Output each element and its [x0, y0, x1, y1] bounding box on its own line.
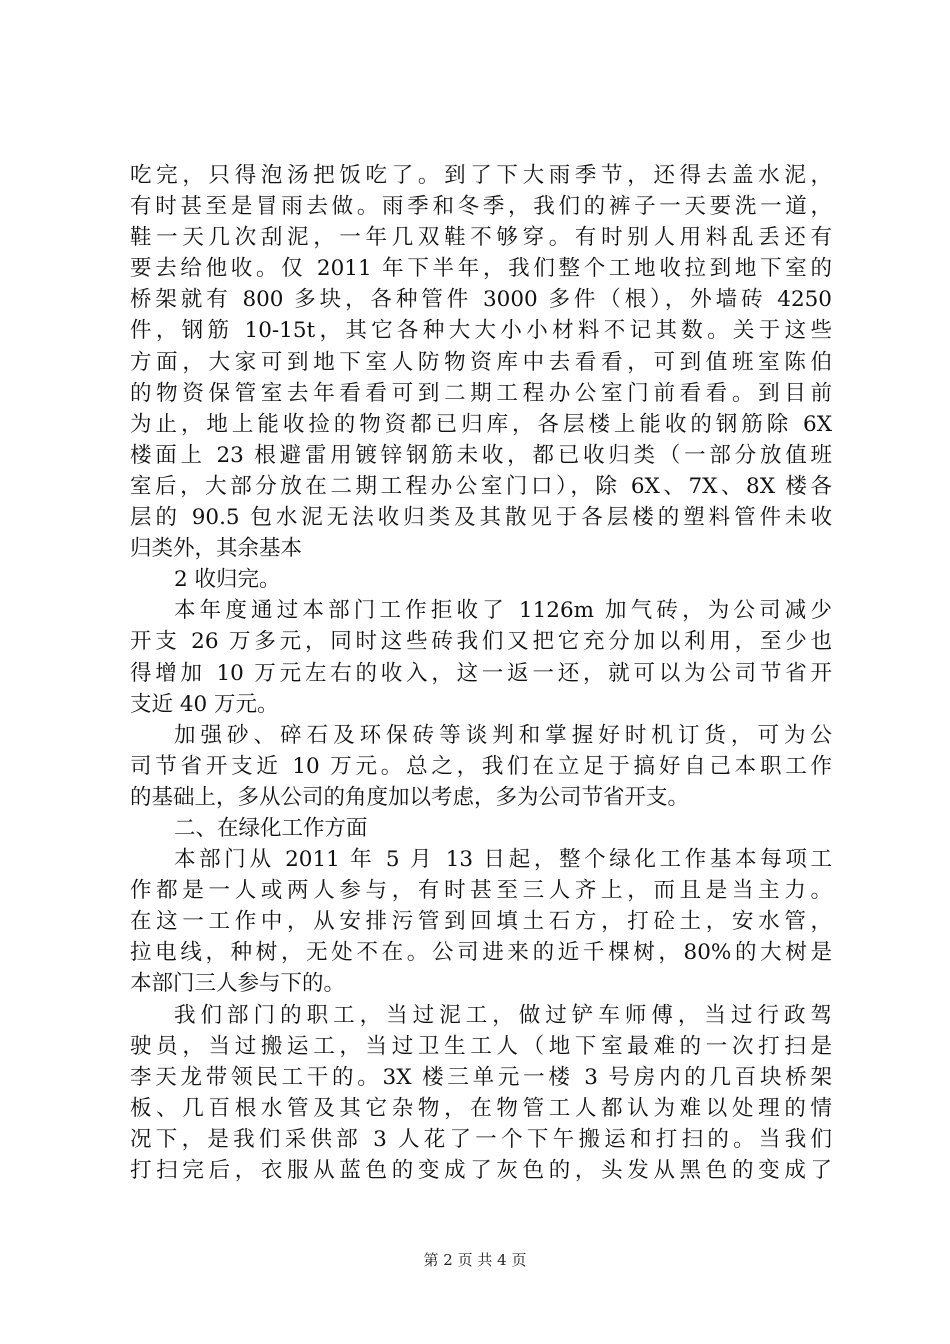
page-footer: 第 2 页 共 4 页	[423, 1251, 527, 1269]
text-line: 打扫完后，衣服从蓝色的变成了灰色的，头发从黑色的变成了	[130, 1158, 832, 1183]
text-line: 支近 40 万元。	[130, 691, 279, 717]
text-line: 作都是一人或两人参与，有时甚至三人齐上，而且是当主力。	[130, 878, 832, 904]
text-line: 方面，大家可到地下室人防物资库中去看看，可到值班室陈伯	[130, 349, 832, 375]
text-line: 2 收归完。	[174, 567, 281, 593]
text-line: 要去给他收。仅 2011 年下半年，我们整个工地收拉到地下室的	[130, 256, 832, 282]
text-line: 在这一工作中，从安排污管到回填土石方，打砼土，安水管，	[130, 909, 832, 935]
text-line: 鞋一天几次刮泥，一年几双鞋不够穿。有时别人用料乱丢还有	[130, 225, 832, 251]
text-line: 本部门三人参与下的。	[130, 971, 346, 997]
text-line: 本年度通过本部门工作拒收了 1126m 加气砖，为公司减少	[174, 598, 832, 624]
text-line: 本部门从 2011 年 5 月 13 日起，整个绿化工作基本每项工	[174, 847, 832, 873]
text-line: 李天龙带领民工干的。3X 楼三单元一楼 3 号房内的几百块桥架	[130, 1064, 832, 1090]
text-line: 为止，地上能收捡的物资都已归库，各层楼上能收的钢筋除 6X	[130, 411, 832, 437]
text-line: 归类外，其余基本	[130, 536, 303, 562]
text-line: 有时甚至是冒雨去做。雨季和冬季，我们的裤子一天要洗一道，	[130, 194, 832, 220]
text-line: 板、几百根水管及其它杂物，在物管工人都认为难以处理的情	[130, 1095, 832, 1121]
text-line: 拉电线，种树，无处不在。公司进来的近千棵树，80%的大树是	[130, 940, 832, 966]
text-line: 室后，大部分放在二期工程办公室门口），除 6X、7X、8X 楼各	[130, 473, 832, 499]
text-line: 司节省开支近 10 万元。总之，我们在立足于搞好自己本职工作	[130, 753, 832, 779]
text-line: 况下，是我们采供部 3 人花了一个下午搬运和打扫的。当我们	[130, 1126, 832, 1152]
text-line: 的基础上，多从公司的角度加以考虑，多为公司节省开支。	[130, 784, 690, 810]
text-line: 我们部门的职工，当过泥工，做过铲车师傅，当过行政驾	[174, 1002, 832, 1028]
text-line: 吃完，只得泡汤把饭吃了。到了下大雨季节，还得去盖水泥，	[130, 163, 832, 188]
text-line: 开支 26 万多元，同时这些砖我们又把它充分加以利用，至少也	[130, 629, 832, 655]
text-line: 桥架就有 800 多块，各种管件 3000 多件（根），外墙砖 4250	[130, 287, 832, 313]
document-body	[130, 160, 832, 1186]
text-line: 的物资保管室去年看看可到二期工程办公室门前看看。到目前	[130, 380, 832, 406]
text-line: 驶员，当过搬运工，当过卫生工人（地下室最难的一次打扫是	[130, 1033, 832, 1059]
text-line: 加强砂、碎石及环保砖等谈判和掌握好时机订货，可为公	[174, 722, 832, 748]
text-line: 得增加 10 万元左右的收入，这一返一还，就可以为公司节省开	[130, 660, 832, 686]
text-line: 件，钢筋 10-15t，其它各种大大小小材料不记其数。关于这些	[130, 318, 832, 344]
text-line: 二、在绿化工作方面	[174, 815, 368, 841]
text-line: 楼面上 23 根避雷用镀锌钢筋未收，都已收归类（一部分放值班	[130, 442, 832, 468]
text-line: 层的 90.5 包水泥无法收归类及其散见于各层楼的塑料管件未收	[130, 505, 832, 531]
